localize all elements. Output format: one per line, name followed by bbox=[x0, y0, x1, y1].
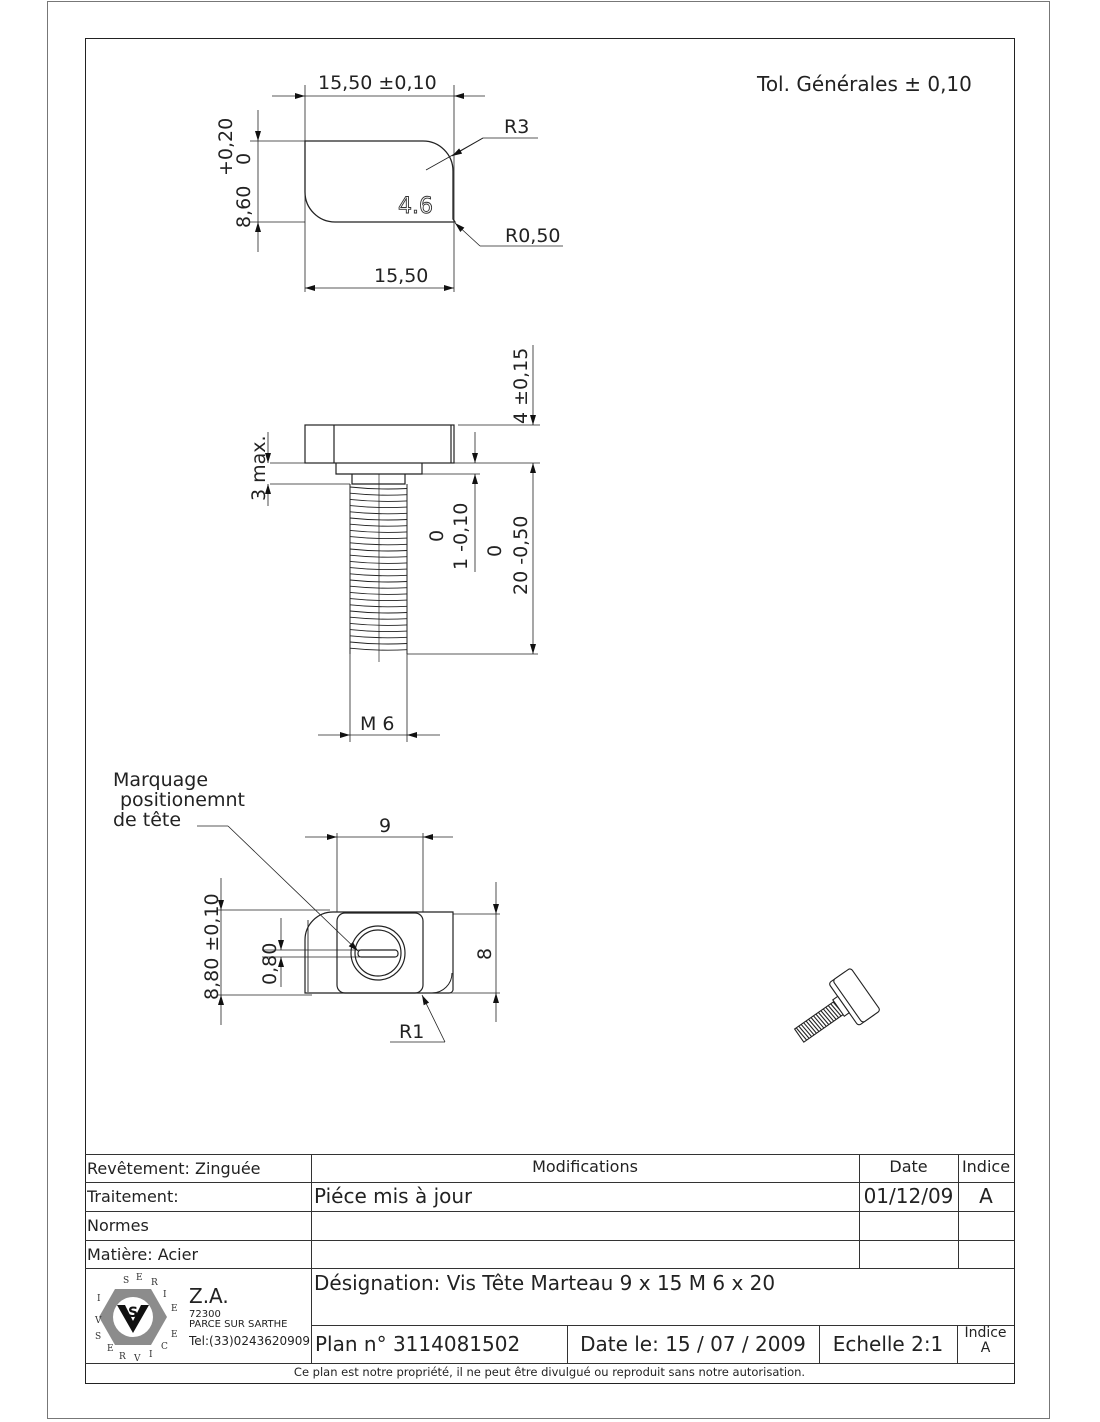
company-phone: Tel:(33)0243620909 bbox=[189, 1334, 311, 1348]
thread-crest bbox=[350, 561, 407, 563]
svg-text:V: V bbox=[134, 1354, 141, 1363]
thread-crest bbox=[350, 599, 407, 601]
date-header: Date bbox=[889, 1157, 928, 1176]
dim-length: 20 -0,50 bbox=[510, 515, 532, 595]
svg-text:C: C bbox=[161, 1342, 168, 1352]
dim-neck-max: 3 max. bbox=[248, 435, 270, 501]
thread-crest bbox=[350, 617, 407, 619]
modification-index: A bbox=[979, 1184, 993, 1208]
dim-radius-r1: R1 bbox=[399, 1021, 425, 1043]
marking-callout bbox=[113, 770, 245, 830]
callout-line-3: de tête bbox=[113, 809, 182, 831]
thread-crest bbox=[350, 574, 407, 576]
thread-crest bbox=[350, 636, 407, 638]
thread-crest bbox=[350, 493, 407, 495]
dim-height: 8,60 bbox=[233, 185, 255, 228]
dim-width-tolerance: 15,50 ±0,10 bbox=[318, 72, 437, 94]
modification-description: Piéce mis à jour bbox=[314, 1184, 473, 1208]
svg-text:I: I bbox=[97, 1294, 101, 1304]
dim-slot: 0,80 bbox=[259, 942, 281, 985]
drawing-index-value: A bbox=[980, 1341, 991, 1356]
thread-crest bbox=[350, 543, 407, 545]
thread-crest bbox=[350, 586, 407, 588]
dim-head-height: 4 ±0,15 bbox=[510, 347, 532, 424]
thread-crest bbox=[350, 605, 407, 607]
collar bbox=[336, 463, 422, 474]
neck-square bbox=[337, 913, 423, 993]
dim-radius-r3: R3 bbox=[504, 116, 530, 138]
callout-line-2: positionemnt bbox=[120, 789, 245, 811]
dim-height-lower-tol: 0 bbox=[233, 152, 255, 165]
thread-crest bbox=[350, 487, 407, 489]
general-tolerance: Tol. Générales ± 0,10 bbox=[757, 72, 972, 96]
thread-crest bbox=[350, 648, 407, 650]
svg-text:V: V bbox=[95, 1316, 102, 1326]
svg-text:I: I bbox=[163, 1290, 167, 1300]
grade-marking: 4.6 bbox=[398, 194, 433, 219]
thread-crest bbox=[350, 512, 407, 514]
collar-circle bbox=[351, 926, 405, 980]
thread-crest bbox=[350, 549, 407, 551]
head-side bbox=[305, 425, 454, 463]
svg-text:S: S bbox=[95, 1332, 102, 1342]
bottom-view bbox=[197, 826, 500, 1042]
svg-text:E: E bbox=[136, 1273, 143, 1283]
dim-neck-width: 9 bbox=[379, 815, 392, 837]
title-block bbox=[85, 1154, 1015, 1384]
thread-crest bbox=[350, 530, 407, 532]
dim-collar: 1 -0,10 bbox=[450, 502, 472, 570]
dim-collar-upper-tol: 0 bbox=[426, 529, 448, 542]
svg-text:E: E bbox=[171, 1304, 178, 1314]
thread-crest bbox=[350, 642, 407, 644]
thread-crest bbox=[350, 506, 407, 508]
treatment-label: Traitement: bbox=[87, 1187, 179, 1206]
dim-width: 15,50 bbox=[374, 265, 429, 287]
thread-crest bbox=[350, 592, 407, 594]
dim-length-upper-tol: 0 bbox=[484, 544, 506, 557]
modification-date: 01/12/09 bbox=[863, 1184, 954, 1208]
dim-neck-height: 8 bbox=[474, 947, 496, 960]
dim-height-upper-tol: +0,20 bbox=[215, 117, 237, 176]
plan-number: Plan n° 3114081502 bbox=[315, 1332, 521, 1356]
isometric-view bbox=[784, 968, 880, 1057]
dim-radius-r050: R0,50 bbox=[505, 225, 561, 247]
thread-crest bbox=[350, 568, 407, 570]
callout-line-1: Marquage bbox=[113, 769, 209, 791]
head-bottom-outline bbox=[305, 912, 453, 993]
svg-text:R: R bbox=[119, 1352, 126, 1362]
thread-crest bbox=[350, 630, 407, 632]
company-zone: Z.A. bbox=[189, 1284, 229, 1308]
drawing-scale: Echelle 2:1 bbox=[832, 1332, 944, 1356]
drawing-date: Date le: 15 / 07 / 2009 bbox=[580, 1332, 806, 1356]
side-view bbox=[268, 345, 540, 742]
thread-crest bbox=[350, 499, 407, 501]
thread-crest bbox=[350, 623, 407, 625]
dim-thread: M 6 bbox=[360, 713, 395, 735]
coating-label: Revêtement: Zinguée bbox=[87, 1159, 261, 1178]
thread-crest bbox=[350, 611, 407, 613]
svg-text:I: I bbox=[149, 1350, 153, 1360]
designation: Désignation: Vis Tête Marteau 9 x 15 M 6 x 20 bbox=[314, 1271, 776, 1295]
index-header: Indice bbox=[961, 1157, 1011, 1176]
svg-text:E: E bbox=[171, 1330, 178, 1340]
drawing-index-label: Indice bbox=[964, 1326, 1007, 1341]
thread-crest bbox=[350, 555, 407, 557]
thread-crest bbox=[350, 580, 407, 582]
standards-label: Normes bbox=[87, 1216, 149, 1235]
modifications-header: Modifications bbox=[532, 1157, 638, 1176]
svg-text:E: E bbox=[107, 1344, 114, 1354]
svg-text:R: R bbox=[151, 1278, 158, 1288]
disclaimer: Ce plan est notre propriété, il ne peut être divulgué ou reproduit sans notre autorisation. bbox=[293, 1365, 806, 1379]
company-logo bbox=[89, 1271, 185, 1363]
material-label: Matière: Acier bbox=[87, 1245, 199, 1264]
logo-monogram: S bbox=[127, 1305, 139, 1321]
company-postcode: 72300 bbox=[189, 1309, 221, 1320]
svg-text:S: S bbox=[123, 1276, 130, 1286]
company-city: PARCE SUR SARTHE bbox=[189, 1319, 288, 1330]
thread-crest bbox=[350, 537, 407, 539]
thread-crest bbox=[350, 518, 407, 520]
dim-head-width: 8,80 ±0,10 bbox=[201, 893, 223, 1000]
marking-slot bbox=[358, 950, 398, 957]
thread-crest bbox=[350, 524, 407, 526]
